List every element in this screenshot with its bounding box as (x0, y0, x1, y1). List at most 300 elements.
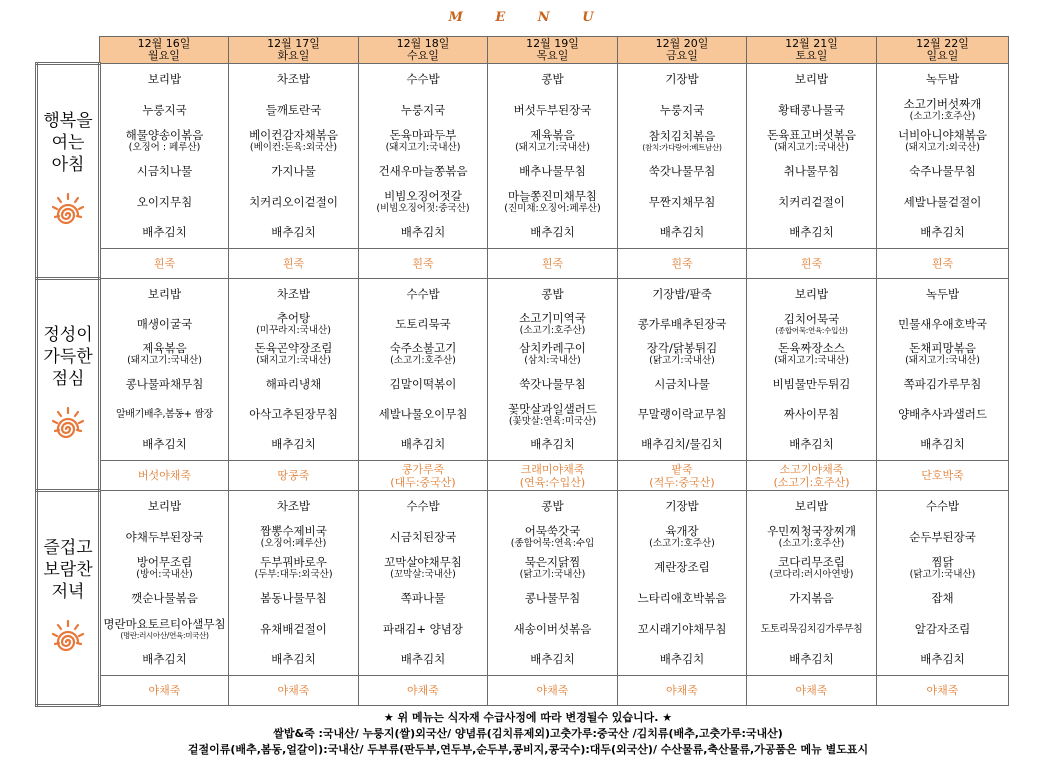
dish-entry (660, 104, 704, 117)
dish-name: 돈채피망볶음 (909, 341, 976, 356)
porridge-origin: (소고기:호주산) (773, 475, 850, 489)
day-weekday: 목요일 (536, 49, 569, 62)
footer-line-1: ★ 위 메뉴는 식자재 수급사정에 따라 변경될수 있습니다. ★ (383, 711, 673, 724)
porridge-origin: (연육:수입산) (519, 475, 586, 489)
dish-name: 보리밥 (147, 286, 182, 301)
dish (618, 95, 746, 126)
porridge-name: 콩가루죽 (401, 462, 445, 476)
dish-name: 돈육표고버섯볶음 (767, 127, 856, 142)
dish (359, 522, 487, 553)
dish (359, 95, 487, 126)
origin-note: (오징어 : 페루산) (128, 141, 201, 153)
dish-name: 야채두부된장국 (125, 529, 204, 544)
dish-list (747, 64, 876, 248)
dish-entry (142, 226, 186, 239)
dish-name: 배추김치 (659, 225, 705, 240)
dish-list (618, 491, 746, 675)
porridge-cell (618, 676, 747, 706)
dish-name: 돈육짜장소스 (778, 341, 845, 356)
dish (618, 552, 746, 583)
juk-row-breakfast (37, 249, 1009, 279)
day-header (877, 37, 1009, 64)
dish-entry (511, 525, 595, 549)
dish-name: 배추김치 (271, 225, 316, 240)
menu-cell (359, 279, 488, 461)
dish-entry (127, 342, 202, 366)
dish-name: 돈육마파두부 (389, 127, 457, 142)
dish-entry (255, 342, 333, 366)
origin-note: (종합어묵:연육:수입산) (775, 326, 848, 336)
meal-label-dinner (37, 491, 100, 706)
dish (877, 370, 1008, 400)
dish (488, 187, 617, 218)
dish-name: 양배추사과샐러드 (898, 407, 987, 422)
menu-cell (229, 279, 359, 461)
origin-note: (돼지고기:국내산) (127, 355, 202, 367)
menu-cell (618, 491, 747, 676)
day-weekday: 일요일 (926, 49, 959, 62)
porridge-origin: (대두:중국산) (390, 475, 456, 489)
dish (229, 400, 358, 430)
porridge-cell (877, 249, 1009, 279)
dish-entry (401, 438, 445, 451)
origin-note: (소고기:호주산) (390, 355, 456, 367)
origin-note: (돼지고기:국내산) (256, 355, 331, 367)
dish (488, 583, 617, 614)
origin-note: (종합어묵:연육:수입 (510, 538, 595, 549)
dish-name: 기장밥 (665, 71, 699, 86)
dish-name: 차조밥 (276, 286, 311, 301)
dish-list (488, 64, 617, 248)
dish-name: 비빔물만두튀김 (772, 377, 851, 392)
origin-note: (소고기:호주산) (778, 538, 845, 549)
dish-name: 해물양송이볶음 (125, 127, 204, 142)
dish-name: 콩밥 (541, 498, 564, 513)
dish-entry (519, 165, 586, 178)
dish-name: 오이지무침 (136, 194, 193, 209)
dish-entry (909, 165, 976, 178)
porridge-cell (488, 461, 618, 491)
dish (229, 187, 358, 218)
porridge-cell (359, 676, 488, 706)
dish (101, 339, 228, 369)
dish (488, 491, 617, 522)
dish-entry (530, 438, 574, 451)
dish-entry (142, 104, 186, 117)
dish-entry (254, 556, 332, 580)
dish-name: 수수밥 (406, 71, 440, 86)
dish (101, 309, 228, 339)
dish (359, 552, 487, 583)
dish-entry (541, 288, 563, 301)
origin-note: (돼지고기:국내산) (385, 141, 461, 153)
dish-name: 무짠지채무침 (648, 194, 716, 209)
dish-entry (926, 500, 959, 513)
dish (101, 217, 228, 248)
dish-entry (401, 653, 445, 666)
dish-entry (271, 165, 315, 178)
porridge-name: 흰죽 (931, 257, 954, 270)
dish-entry (271, 653, 315, 666)
dish-entry (266, 378, 322, 391)
menu-cell (618, 279, 747, 461)
origin-note: (소고기:호주산) (909, 111, 976, 122)
dish-name: 배추김치 (920, 225, 965, 240)
dish-entry (277, 288, 310, 301)
dish (359, 187, 487, 218)
dish-name: 배추김치 (659, 652, 705, 667)
menu-cell (100, 279, 229, 461)
dish-name: 콩나물무침 (524, 590, 581, 605)
dish-name: 마늘쫑진미채무침 (508, 189, 597, 204)
dish-entry (401, 104, 445, 117)
day-date: 12월 22일 (916, 37, 969, 50)
dish-name: 베이컨감자채볶음 (249, 127, 338, 142)
dish (747, 125, 876, 156)
dish-name: 너비아니야채볶음 (898, 127, 987, 142)
dish-entry (508, 403, 597, 427)
dish (877, 187, 1008, 218)
dish-name: 배추김치 (271, 652, 316, 667)
corner-cell (37, 37, 100, 64)
dish (229, 491, 358, 522)
origin-note: (명란:러시아산/연육:미국산) (120, 631, 209, 641)
dish-name: 배추김치 (142, 437, 187, 452)
dish-entry (761, 623, 863, 636)
dish (101, 614, 228, 645)
day-weekday: 화요일 (277, 49, 310, 62)
dish (488, 370, 617, 400)
dish (747, 279, 876, 309)
dish-list (488, 491, 617, 675)
dish-name: 짜사이무침 (783, 407, 840, 422)
dish-entry (514, 104, 592, 117)
dish (618, 430, 746, 460)
dish-entry (271, 438, 315, 451)
menu-cell (747, 279, 877, 461)
dish-entry (789, 653, 833, 666)
dish-entry (530, 653, 574, 666)
dish-name: 잡채 (931, 590, 954, 605)
dish-name: 배추김치 (142, 652, 187, 667)
menu-cell (100, 491, 229, 676)
dish-name: 쑥갓나물무침 (519, 377, 586, 392)
meal-title-line: 즐겁고 (43, 538, 93, 558)
dish (229, 370, 358, 400)
porridge-name: 야채죽 (407, 684, 439, 697)
dish-name: 꼬시래기야채무침 (637, 621, 727, 636)
dish-name: 배추김치 (789, 652, 834, 667)
dish-name: 배추김치 (789, 437, 834, 452)
dish (488, 644, 617, 675)
day-date: 12월 16일 (137, 37, 191, 50)
dish-name: 차조밥 (276, 498, 311, 513)
dish-name: 꽃맛살과일샐러드 (508, 401, 597, 416)
porridge-name: 야채죽 (795, 684, 828, 697)
meal-title-line: 저녁 (51, 582, 85, 602)
dish (229, 644, 358, 675)
dish-name: 숙주소불고기 (389, 341, 457, 356)
dish-name: 어묵쑥갓국 (524, 524, 581, 538)
porridge-cell (100, 461, 229, 491)
dish-entry (638, 318, 727, 331)
dish-name: 기장밥 (665, 498, 699, 513)
dish-name: 배추김치/물김치 (641, 437, 723, 452)
dish-entry (795, 288, 828, 301)
origin-note: (돼지고기:국내산) (515, 141, 590, 153)
dish-name: 배추김치 (400, 225, 446, 240)
dish-name: 보리밥 (794, 286, 829, 301)
menu-cell (877, 491, 1009, 676)
dish-list (101, 64, 228, 248)
dish-entry (525, 592, 581, 605)
dish-entry (909, 531, 976, 544)
dish-entry (131, 592, 198, 605)
dish (359, 400, 487, 430)
dish-name: 수수밥 (925, 498, 960, 513)
dish-name: 찜닭 (931, 554, 954, 569)
dish (618, 339, 746, 369)
dish (877, 644, 1008, 675)
dish-entry (784, 408, 840, 421)
origin-note: (꽃맛살:연육:미국산) (508, 415, 597, 427)
dish-name: 김말이떡볶이 (389, 377, 457, 392)
dish-entry (541, 500, 563, 513)
dish-entry (654, 561, 710, 574)
dish (229, 309, 358, 339)
dish-entry (390, 342, 457, 366)
footer-line-2: 쌀밥&죽 :국내산/ 누룽지(쌀)외국산/ 양념류(김치류제외)고춧가루:중국산 /김치류(배추,고춧가루:국내산) (273, 727, 783, 740)
porridge-cell (747, 461, 877, 491)
dish (229, 339, 358, 369)
dish-entry (898, 408, 987, 421)
dish-name: 배추김치 (142, 225, 187, 240)
dish-name: 황태콩나물국 (778, 102, 845, 117)
dish-name: 콩나물파채무침 (125, 377, 204, 392)
dish (618, 400, 746, 430)
dish (488, 217, 617, 248)
footer-notice (0, 710, 1056, 758)
porridge-name: 흰죽 (412, 257, 434, 270)
dish-list (229, 491, 358, 675)
dish-entry (904, 378, 982, 391)
dish-name: 묵은지닭찜 (524, 554, 581, 569)
dish-entry (767, 129, 856, 153)
dish-entry (126, 531, 204, 544)
dish-list (359, 279, 487, 460)
dish-entry (271, 226, 315, 239)
dish-name: 가지나물 (271, 163, 316, 178)
dish (101, 552, 228, 583)
dish-name: 시금치나물 (136, 163, 193, 178)
dish-name: 차조밥 (276, 71, 311, 86)
meal-title-line: 정성이 (43, 324, 93, 345)
dish-name: 제육볶음 (530, 127, 575, 142)
origin-note: (삼치:국내산) (524, 355, 581, 367)
dish-entry (652, 288, 711, 301)
dish (359, 125, 487, 156)
dish (101, 644, 228, 675)
dish (488, 522, 617, 553)
dish-entry (926, 73, 959, 86)
dish-entry (915, 623, 971, 636)
dish (747, 95, 876, 126)
dish (229, 552, 358, 583)
dish-entry (406, 500, 439, 513)
dish-entry (401, 592, 445, 605)
meal-row-breakfast (37, 64, 1009, 249)
dish (747, 583, 876, 614)
day-date: 12월 19일 (526, 37, 579, 50)
dish (359, 279, 487, 309)
porridge-name: 크래미야채죽 (520, 462, 585, 476)
dish (618, 583, 746, 614)
dish (618, 187, 746, 218)
dish (488, 430, 617, 460)
dish-name: 취나물무침 (783, 163, 840, 178)
dish-name: 쪽파김가루무침 (903, 377, 982, 392)
dish-entry (260, 623, 327, 636)
porridge-name: 흰죽 (541, 257, 564, 270)
dish-entry (504, 190, 600, 214)
dish-name: 배추김치 (530, 437, 575, 452)
dish (747, 522, 876, 553)
dish-name: 참치김치볶음 (648, 128, 716, 143)
dish-name: 보리밥 (147, 498, 182, 513)
dish (101, 583, 228, 614)
day-date: 12월 18일 (396, 37, 450, 50)
dish-entry (660, 226, 704, 239)
dish (359, 614, 487, 645)
dish-entry (931, 592, 953, 605)
menu-cell (229, 64, 359, 249)
porridge-name: 흰죽 (282, 257, 305, 270)
dish-name: 건새우마늘쫑볶음 (378, 163, 468, 178)
menu-cell (229, 491, 359, 676)
day-header (229, 37, 359, 64)
origin-note: (두부:대두:외국산) (254, 568, 333, 580)
menu-cell (618, 64, 747, 249)
dish (488, 64, 617, 95)
porridge-cell (488, 676, 618, 706)
porridge-name: 흰죽 (671, 257, 693, 270)
dish-name: 배추김치 (920, 437, 965, 452)
day-date: 12월 20일 (655, 37, 709, 50)
dish-list (229, 64, 358, 248)
meal-label-lunch (37, 279, 100, 491)
menu-cell (877, 64, 1009, 249)
dish-entry (406, 73, 439, 86)
origin-note: (미꾸라지:국내산) (256, 325, 331, 337)
dish-name: 누룽지국 (142, 102, 187, 117)
dish-entry (376, 190, 469, 214)
dish (359, 583, 487, 614)
menu-cell (877, 279, 1009, 461)
day-header-row (37, 37, 1009, 64)
dish (488, 156, 617, 187)
porridge-cell (100, 249, 229, 279)
dish-name: 배추나물무침 (519, 163, 586, 178)
dish-name: 수수밥 (406, 286, 440, 301)
dish-name: 소고기버섯짜개 (903, 97, 982, 111)
origin-note: (소고기:호주산) (649, 538, 715, 549)
origin-note: (비빔오징어젓:중국산) (376, 203, 470, 215)
dish-list (877, 64, 1008, 248)
dish-name: 세발나물겉절이 (903, 194, 982, 209)
dish-entry (530, 226, 574, 239)
dish-list (877, 279, 1008, 460)
dish (101, 187, 228, 218)
dish-name: 깻순나물볶음 (131, 590, 198, 605)
dish-entry (406, 288, 439, 301)
dish-entry (778, 196, 845, 209)
dish (229, 64, 358, 95)
dish-entry (647, 342, 718, 366)
dish-list (359, 64, 487, 248)
dish-name: 육개장 (665, 524, 699, 538)
dish-entry (789, 226, 833, 239)
dish (229, 125, 358, 156)
dish (359, 64, 487, 95)
dish-entry (920, 226, 964, 239)
dish (101, 400, 228, 430)
dish-name: 수수밥 (406, 498, 440, 513)
dish (877, 217, 1008, 248)
porridge-cell (229, 461, 359, 491)
dish (229, 279, 358, 309)
dish (747, 217, 876, 248)
dish-name: 봄동나물무침 (260, 590, 327, 605)
dish-entry (142, 438, 186, 451)
dish-name: 김치어묵국 (783, 312, 840, 327)
dish-name: 치커리겉절이 (778, 194, 845, 209)
dish-name: 보리밥 (147, 71, 182, 86)
dish (101, 64, 228, 95)
dish-list (747, 279, 876, 460)
dish-entry (277, 500, 310, 513)
dish-name: 콩가루배추된장국 (637, 316, 727, 331)
dish-entry (519, 312, 586, 336)
dish-name: 우민찌청국장찌개 (767, 524, 856, 538)
porridge-name: 야채죽 (926, 684, 959, 697)
menu-cell (359, 64, 488, 249)
dish-name: 꼬막살야채무침 (384, 554, 462, 569)
dish-entry (514, 623, 592, 636)
dish (747, 156, 876, 187)
origin-note: (코다리:러시아연방) (769, 568, 854, 580)
dish-entry (137, 196, 193, 209)
dish-name: 짬뽕수제비국 (260, 524, 327, 538)
dish-entry (642, 130, 721, 152)
origin-note: (닭고기:국내산) (519, 568, 586, 580)
dish-entry (148, 73, 181, 86)
dish-name: 녹두밥 (925, 71, 960, 86)
dish-entry (641, 438, 723, 451)
dish (618, 125, 746, 156)
dish (618, 644, 746, 675)
dish (877, 522, 1008, 553)
dish-entry (384, 556, 462, 580)
dish-name: 시금치된장국 (389, 529, 457, 544)
dish (359, 370, 487, 400)
dish (877, 156, 1008, 187)
dish (359, 430, 487, 460)
dish-entry (148, 500, 181, 513)
dish-entry (769, 556, 853, 580)
dish (101, 156, 228, 187)
dish (359, 491, 487, 522)
day-header (618, 37, 747, 64)
